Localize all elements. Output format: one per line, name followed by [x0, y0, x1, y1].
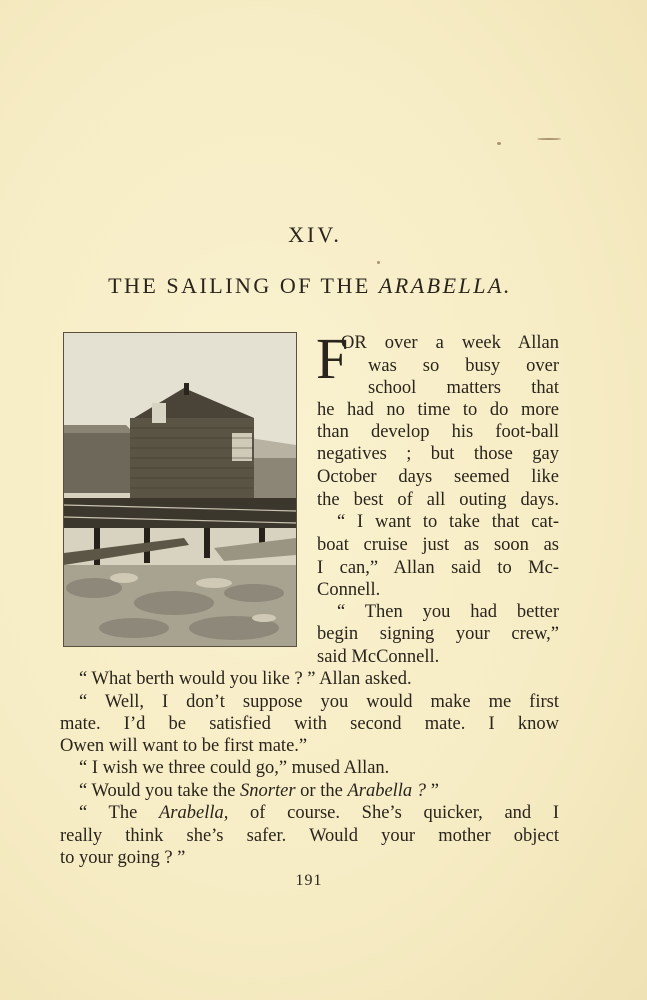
text-line	[79, 802, 559, 824]
text-run: ”	[426, 781, 439, 801]
text-line	[368, 377, 559, 399]
text-run: than develop his foot-ball	[317, 422, 559, 442]
text-run: begin signing your crew,”	[317, 624, 559, 644]
text-line	[60, 847, 185, 869]
text-run: said McConnell.	[317, 647, 440, 667]
text-run: boat cruise just as soon as	[317, 535, 559, 555]
text-run: or the	[295, 781, 348, 801]
text-run: “ I want to take that cat-	[337, 512, 559, 532]
text-run: negatives ; but those gay	[317, 444, 559, 464]
text-run: I can,” Allan said to Mc-	[317, 558, 559, 578]
chapter-number: XIV.	[288, 222, 342, 247]
paper-speck	[497, 142, 501, 145]
chapter-title-prefix: THE SAILING OF THE	[108, 273, 379, 298]
text-line	[79, 691, 559, 713]
chapter-title-ship-name: ARABELLA.	[378, 273, 512, 298]
paper-speck	[537, 138, 561, 140]
text-line	[368, 355, 559, 377]
ship-name: Snorter	[240, 781, 296, 801]
text-line	[60, 735, 307, 757]
text-line	[79, 757, 389, 779]
text-run: “ Well, I don’t suppose you would make me first	[79, 692, 559, 712]
text-line	[317, 557, 559, 579]
text-run: October days seemed like	[317, 467, 559, 487]
text-line	[60, 713, 559, 735]
text-run: “ What berth would you like ? ” Allan asked.	[79, 669, 412, 689]
text-line	[317, 489, 559, 511]
text-line	[341, 332, 559, 354]
page-number: 191	[295, 872, 323, 889]
text-line	[79, 780, 439, 802]
text-line	[317, 623, 559, 645]
text-run: “ Would you take the	[79, 781, 241, 801]
text-run: really think she’s safer. Would your mother object	[60, 826, 559, 846]
text-line	[317, 466, 559, 488]
ship-name: Arabella,	[158, 803, 229, 823]
ship-name: Arabella ?	[347, 781, 427, 801]
text-run: mate. I’d be satisfied with second mate. I know	[60, 714, 559, 734]
text-line	[337, 601, 559, 623]
text-line	[317, 646, 439, 668]
text-line	[79, 668, 412, 690]
text-run: school matters that	[368, 378, 559, 398]
text-run: Owen will want to be first mate.”	[60, 736, 308, 756]
text-line	[317, 443, 559, 465]
text-line	[317, 399, 559, 421]
text-run: OR over a week Allan	[341, 333, 559, 353]
text-run: “ The	[79, 803, 159, 823]
drop-cap: F	[316, 326, 349, 391]
text-run: to your going ? ”	[60, 848, 186, 868]
text-run: he had no time to do more	[317, 400, 559, 420]
text-run: was so busy over	[368, 356, 559, 376]
text-line	[317, 534, 559, 556]
paper-speck	[377, 261, 380, 264]
text-run: “ I wish we three could go,” mused Allan.	[79, 758, 390, 778]
text-run: the best of all outing days.	[317, 490, 559, 510]
text-run: of course. She’s quicker, and I	[228, 803, 560, 823]
text-run: “ Then you had better	[337, 602, 559, 622]
text-line	[337, 511, 559, 533]
text-line	[317, 579, 380, 601]
chapter-title	[0, 273, 620, 299]
text-line	[60, 825, 559, 847]
text-run: Connell.	[317, 580, 381, 600]
fishing-shack-photo	[63, 332, 297, 647]
text-line	[317, 421, 559, 443]
